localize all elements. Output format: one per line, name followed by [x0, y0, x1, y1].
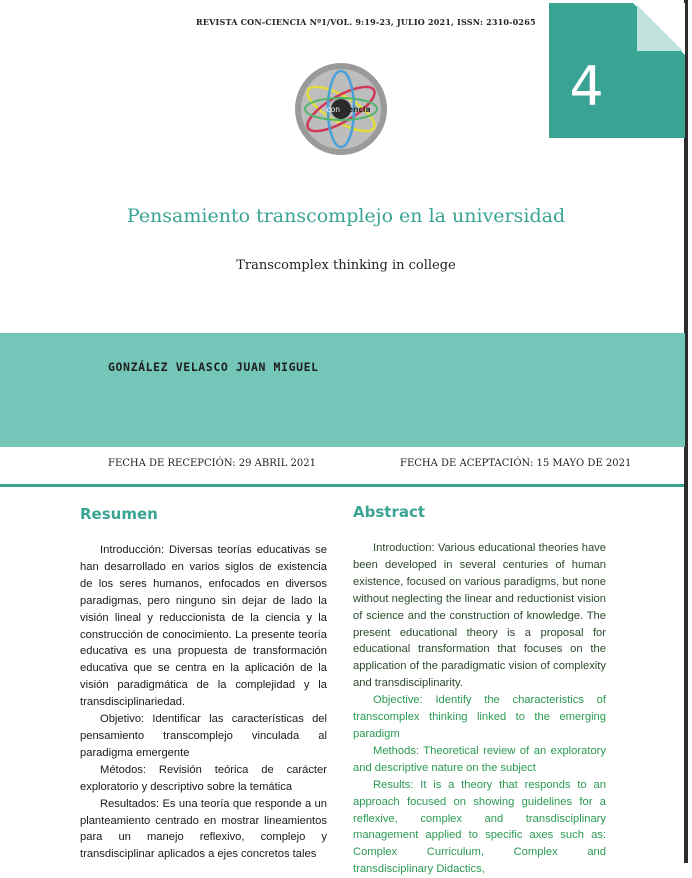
resumen-resultados: Resultados: Es una teoría que responde a un planteamiento centrado en mostrar lineamientos para un manejo reflexivo, complejo y transdisciplinar aplicados a ejes concretos tales	[80, 797, 327, 861]
article-title: Pensamiento transcomplejo en la universidad	[126, 205, 566, 227]
section-divider	[0, 484, 684, 487]
article-number-badge	[549, 3, 685, 138]
resumen-introduccion: Introducción: Diversas teorías educativas se han desarrollado en varios siglos de existencia de los seres humanos, enfocados en diversos paradigmas, pero ninguno sin dejar de lado la visión lineal y reduccionista de la ciencia y la construcción de conocimiento. La presente teoría educativa es una propuesta de transformación educativa que se centra en la aplicación de la visión paradigmática de la complejidad y la transdisciplinariedad.	[80, 544, 327, 709]
resumen-objetivo: Objetivo: Identificar las características del pensamiento transcomplejo vinculada al paradigma emergente	[80, 713, 327, 759]
abstract-objective: Objective: Identify the characteristics of transcomplex thinking linked to the emerging paradigm	[353, 694, 606, 740]
resumen-heading: Resumen	[80, 505, 158, 523]
author-band	[0, 333, 685, 447]
resumen-body	[80, 542, 327, 863]
svg-text:con: con	[326, 105, 340, 114]
author-name: GONZÁLEZ VELASCO JUAN MIGUEL	[108, 360, 319, 374]
abstract-body	[353, 540, 606, 878]
abstract-heading: Abstract	[353, 503, 426, 521]
svg-text:ciencia: ciencia	[341, 105, 371, 114]
article-subtitle: Transcomplex thinking in college	[236, 258, 456, 273]
article-number: 4	[569, 55, 604, 118]
abstract-methods: Methods: Theoretical review of an exploratory and descriptive nature on the subject	[353, 744, 606, 774]
accepted-date: FECHA DE ACEPTACIÓN: 15 MAYO DE 2021	[400, 458, 632, 469]
abstract-results: Results: It is a theory that responds to an approach focused on showing guidelines for a reflexive, complex and transdisciplinary management applied to specific axes such as: Complex Curriculum, Complex and transdisciplinary Didactics,	[353, 778, 606, 876]
journal-logo	[294, 62, 388, 156]
received-date: FECHA DE RECEPCIÓN: 29 ABRIL 2021	[108, 458, 316, 469]
abstract-introduction: Introduction: Various educational theories have been developed in several centuries of human existence, focused on various paradigms, but none without neglecting the linear and reductionist vision of science and the construction of knowledge. The present educational theory is a proposal for educational transformation that focuses on the application of the paradigmatic vision of complexity and transdisciplinarity.	[353, 542, 606, 690]
resumen-metodos: Métodos: Revisión teórica de carácter exploratorio y descriptivo sobre la temática	[80, 763, 327, 793]
journal-header: REVISTA CON-CIENCIA Nº1/VOL. 9:19-23, JULIO 2021, ISSN: 2310-0265	[196, 17, 536, 27]
